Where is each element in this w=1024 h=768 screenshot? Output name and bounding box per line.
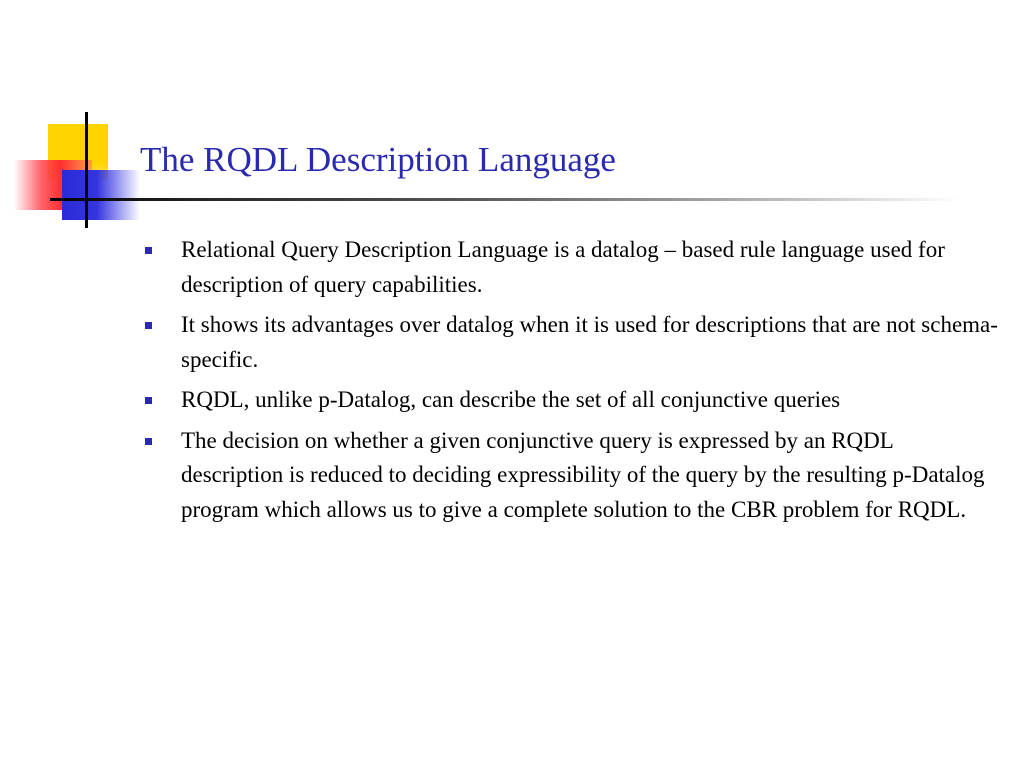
bullet-item bbox=[145, 308, 1000, 377]
square-bullet-icon bbox=[145, 397, 152, 404]
vertical-rule bbox=[85, 112, 88, 228]
bullet-item bbox=[145, 383, 1000, 418]
bullet-text: It shows its advantages over datalog when it is used for descriptions that are not schema- specific. bbox=[181, 312, 998, 372]
title-underline-rule bbox=[50, 198, 960, 201]
bullet-list bbox=[145, 233, 1000, 533]
bullet-item bbox=[145, 424, 1000, 528]
bullet-text: Relational Query Description Language is a datalog – based rule language used for description of query capabilities. bbox=[181, 237, 945, 297]
square-bullet-icon bbox=[145, 438, 152, 445]
bullet-text: The decision on whether a given conjunctive query is expressed by an RQDL description is reduced to deciding expressibility of the query by the resulting p-Datalog program which allows us to give a complete solution to the CBR problem for RQDL. bbox=[181, 427, 985, 522]
square-bullet-icon bbox=[145, 322, 152, 329]
slide-title: The RQDL Description Language bbox=[140, 140, 616, 179]
bullet-text: RQDL, unlike p-Datalog, can describe the set of all conjunctive queries bbox=[181, 387, 841, 412]
bullet-item bbox=[145, 233, 1000, 302]
decorative-logo bbox=[0, 0, 140, 240]
square-bullet-icon bbox=[145, 247, 152, 254]
blue-square-shape bbox=[62, 170, 140, 220]
